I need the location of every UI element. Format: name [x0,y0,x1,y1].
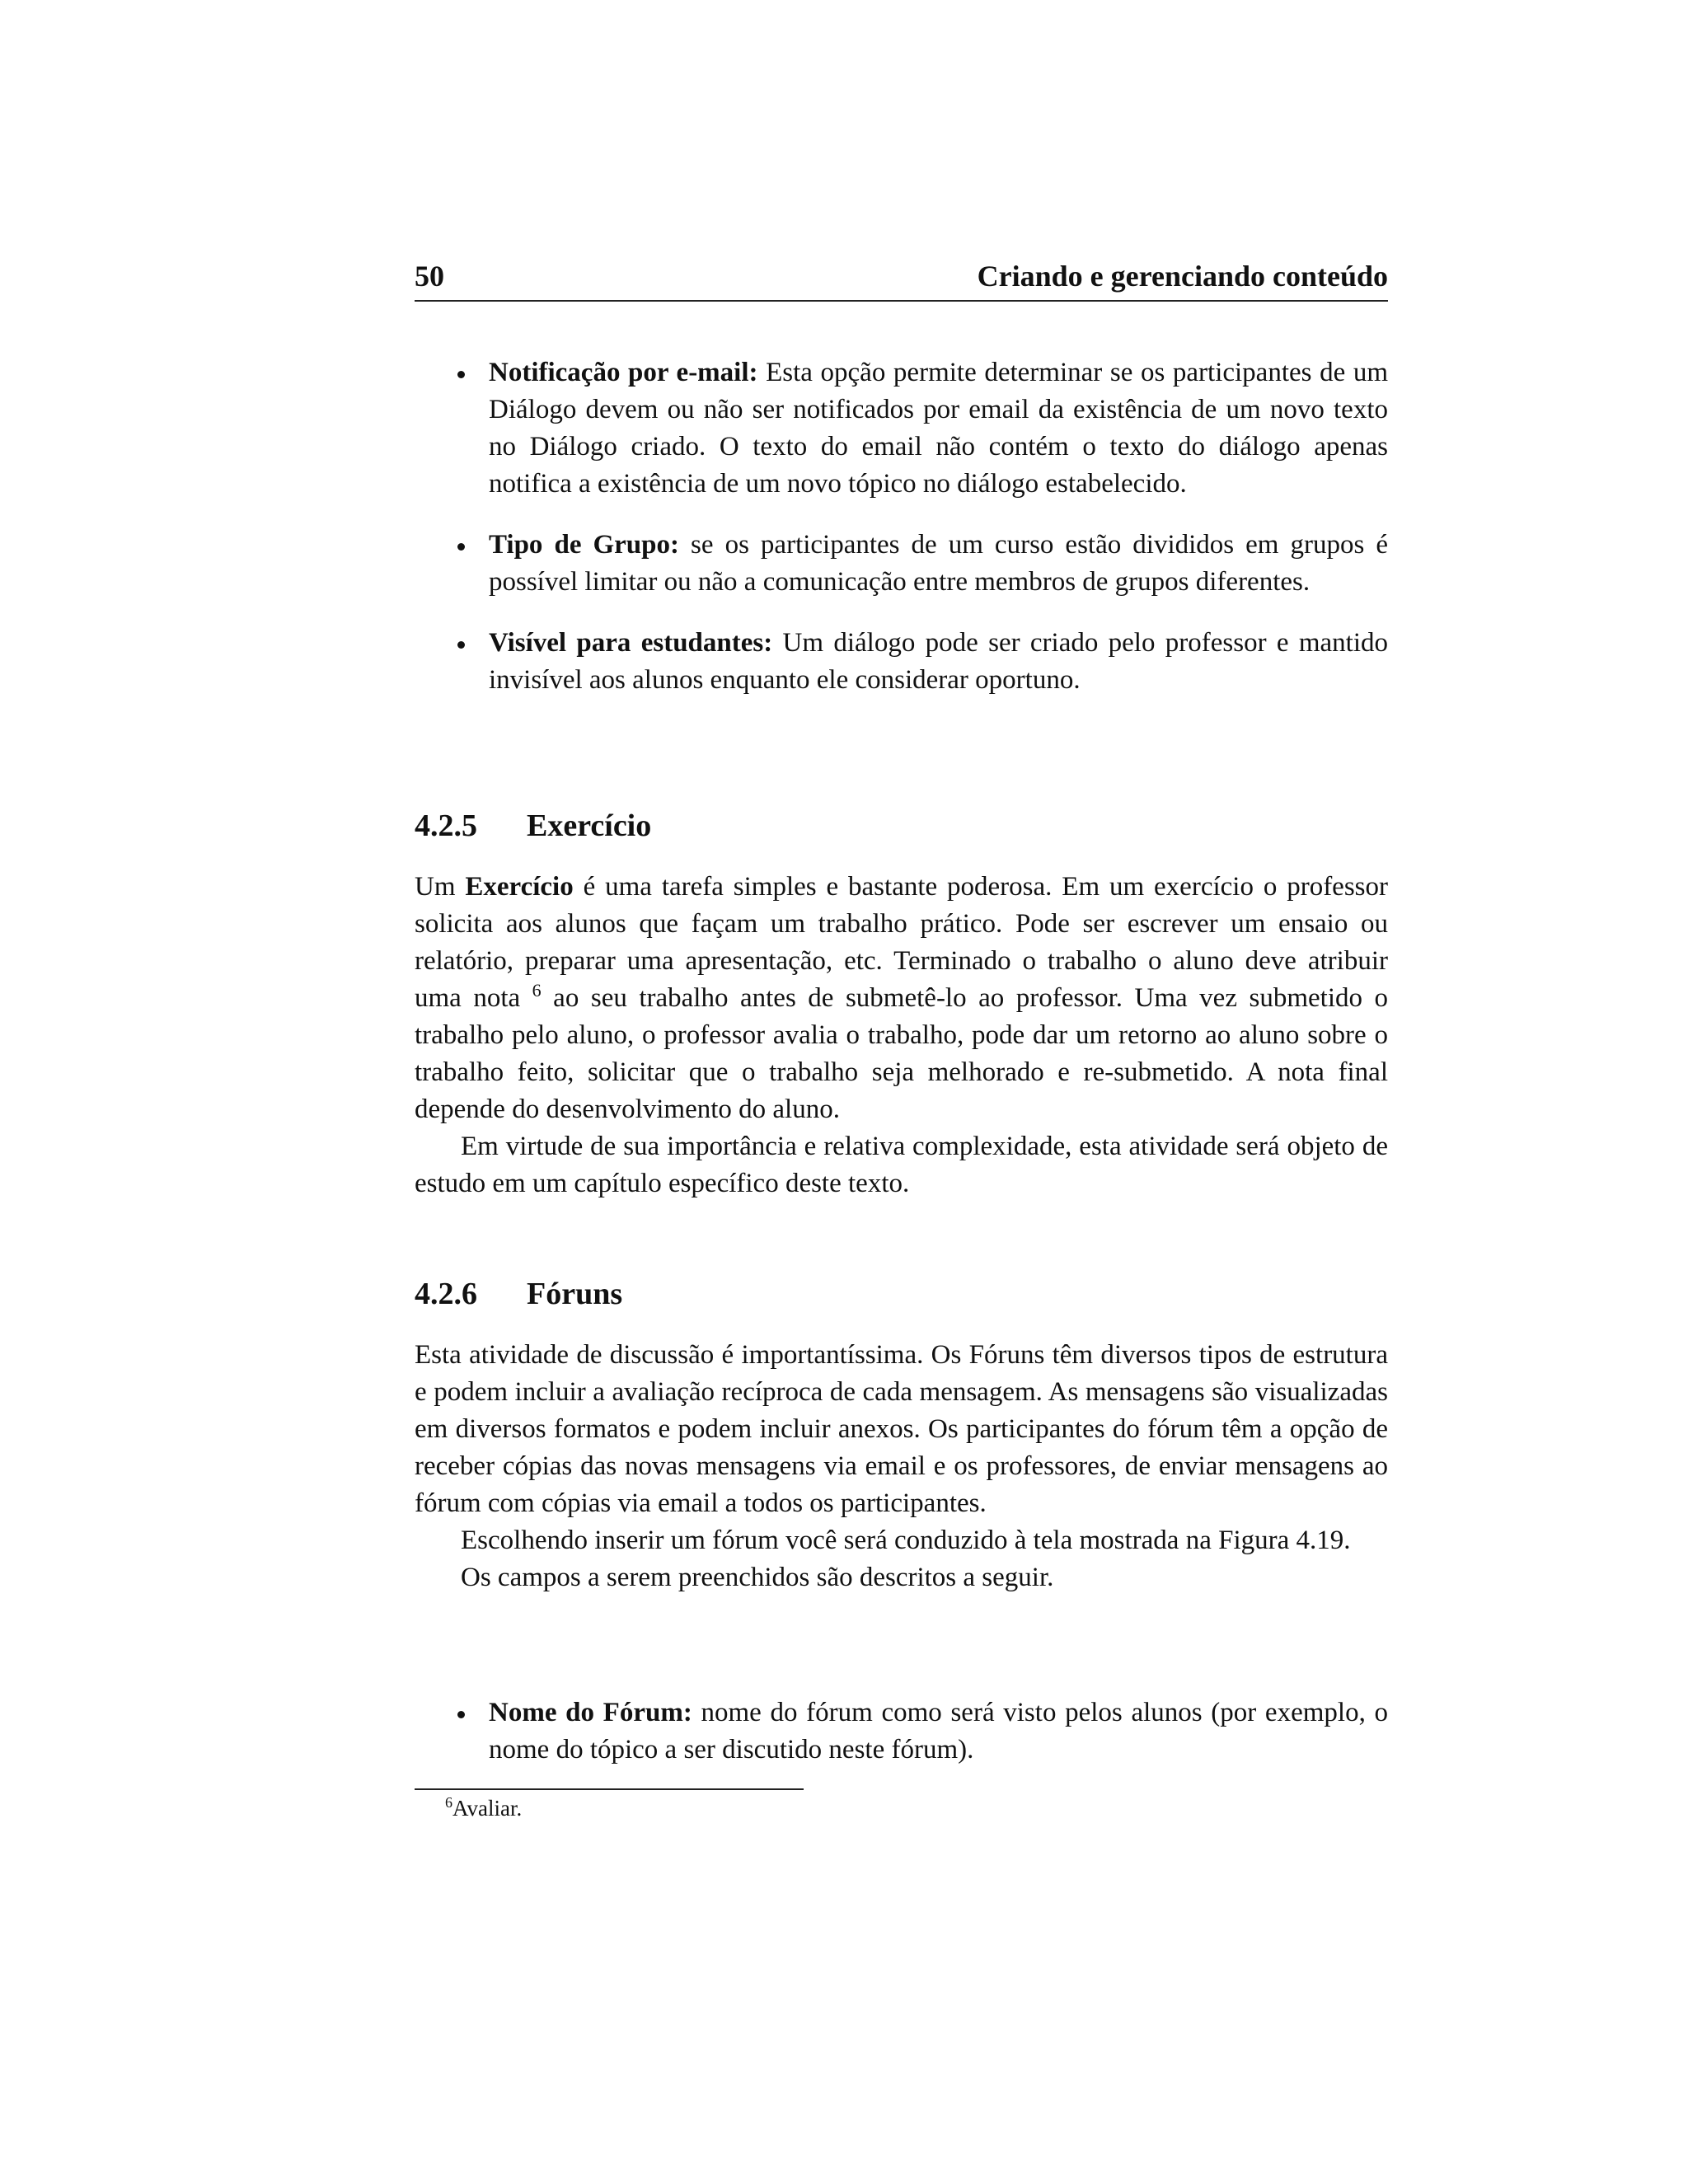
running-title: Criando e gerenciando conteúdo [977,260,1388,293]
section-number: 4.2.6 [415,1277,477,1311]
footnote [445,1793,522,1823]
field-list [415,1694,1388,1793]
option-list [415,354,1388,723]
bullet-icon [457,641,465,649]
footnote-marker: 6 [532,980,542,1001]
item-text: se os participantes de um curso estão divididos em grupos é possível limitar ou não a comunicação entre membros de grupos diferentes. [489,530,1388,597]
running-header [415,259,1388,302]
item-term: Nome do Fórum: [489,1698,692,1727]
text-run: Um [415,872,466,902]
section-heading-foruns [415,1276,1388,1312]
section-title: Exercício [527,808,652,843]
page-number: 50 [415,260,444,293]
bold-term: Exercício [465,872,574,902]
item-text: Esta opção permite determinar se os participantes de um Diálogo devem ou não ser notificados por email da existência de um novo texto no Diálogo criado. O texto do email não contém o texto do diálogo apenas notifica a existência de um novo tópico no diálogo estabelecido. [489,358,1388,499]
item-term: Visível para estudantes: [489,628,773,658]
paragraph: Escolhendo inserir um fórum você será conduzido à tela mostrada na Figura 4.19. [461,1526,1351,1555]
section-body-foruns [415,1337,1388,1596]
text-run: é uma tarefa simples e bastante poderosa. Em um exercício o professor solicita aos alunos que façam um trabalho prático. Pode ser escrever um ensaio ou relatório, preparar uma apresentação, etc. Terminado o trabalho o aluno deve atribuir uma nota [415,872,1389,1013]
paragraph: Em virtude de sua importância e relativa complexidade, esta atividade será objeto de estudo em um capítulo específico deste texto. [415,1132,1388,1198]
text-run: ao seu trabalho antes de submetê-lo ao professor. Uma vez submetido o trabalho pelo aluno, o professor avalia o trabalho, pode dar um retorno ao aluno sobre o trabalho feito, solicitar que o trabalho seja melhorado e re-submetido. A nota final depende do desenvolvimento do aluno. [415,983,1388,1124]
list-item [415,354,1388,503]
paragraph: Os campos a serem preenchidos são descritos a seguir. [461,1563,1054,1592]
section-body-exercicio [415,869,1388,1202]
paragraph: Esta atividade de discussão é importantíssima. Os Fóruns têm diversos tipos de estrutura e podem incluir a avaliação recíproca de cada mensagem. As mensagens são visualizadas em diversos formatos e podem incluir anexos. Os participantes do fórum têm a opção de receber cópias das novas mensagens via email e os professores, de enviar mensagens ao fórum com cópias via email a todos os participantes. [415,1340,1388,1518]
footnote-number: 6 [445,1794,452,1811]
section-title: Fóruns [527,1277,623,1311]
list-item [415,527,1388,601]
bullet-icon [457,543,465,551]
section-number: 4.2.5 [415,808,477,843]
item-term: Notificação por e-mail: [489,358,758,387]
list-item [415,625,1388,699]
item-term: Tipo de Grupo: [489,530,680,560]
bullet-icon [457,371,465,378]
item-text: nome do fórum como será visto pelos alunos (por exemplo, o nome do tópico a ser discutido neste fórum). [489,1698,1388,1765]
item-text: Um diálogo pode ser criado pelo professor e mantido invisível aos alunos enquanto ele considerar oportuno. [489,628,1388,695]
section-heading-exercicio [415,808,1388,844]
paragraph [415,869,1388,1128]
footnote-rule [415,1788,804,1790]
footnote-text: Avaliar. [452,1796,523,1821]
bullet-icon [457,1711,465,1718]
list-item [415,1694,1388,1769]
